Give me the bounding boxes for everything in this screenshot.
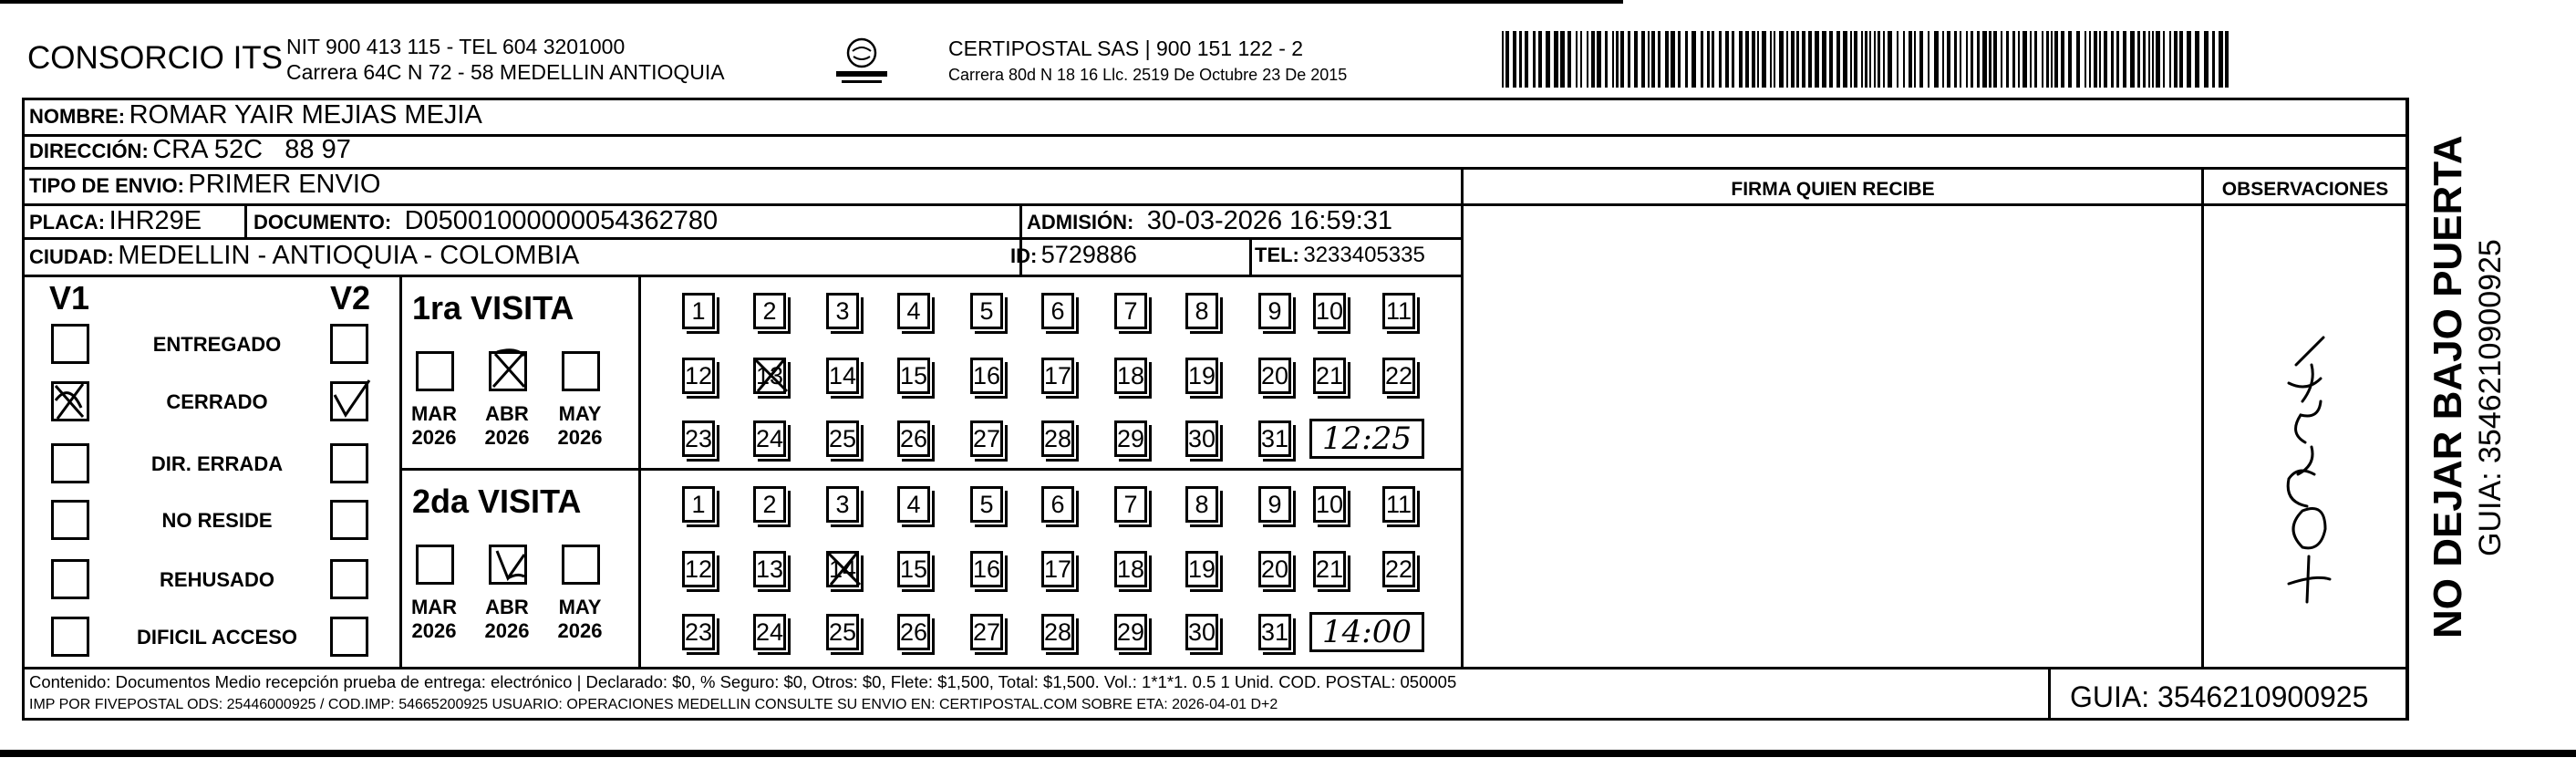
ciudad-value: MEDELLIN - ANTIOQUIA - COLOMBIA	[118, 241, 580, 270]
day-box[interactable]	[897, 293, 930, 329]
check-mark	[488, 347, 533, 394]
observaciones-header: OBSERVACIONES	[2221, 179, 2389, 200]
status-option-label: REHUSADO	[160, 568, 274, 591]
v1-checkbox[interactable]	[51, 443, 89, 483]
day-number: 26	[900, 425, 928, 452]
v2-checkbox[interactable]	[330, 500, 368, 540]
v2-checkbox[interactable]	[330, 559, 368, 599]
day-box[interactable]	[1382, 293, 1415, 329]
day-box[interactable]	[1382, 358, 1415, 394]
admision-value: 30-03-2026 16:59:31	[1146, 206, 1393, 235]
id-value: 5729886	[1040, 241, 1137, 268]
v2-header: V2	[330, 279, 371, 317]
day-box[interactable]	[970, 614, 1003, 650]
year-label: 2026	[484, 619, 530, 642]
day-box[interactable]	[1185, 420, 1218, 457]
day-box[interactable]	[1114, 614, 1147, 650]
direccion-value: CRA 52C 88 97	[152, 135, 351, 164]
day-number: 30	[1188, 618, 1216, 646]
v1-checkbox[interactable]	[51, 381, 89, 421]
day-box[interactable]	[1258, 358, 1291, 394]
day-number: 25	[829, 425, 857, 452]
v1-checkbox[interactable]	[51, 559, 89, 599]
day-box[interactable]	[1114, 293, 1147, 329]
firma-header: FIRMA QUIEN RECIBE	[1731, 179, 1935, 200]
v2-checkbox[interactable]	[330, 381, 368, 421]
month-label: ABR	[485, 402, 529, 425]
day-number: 20	[1261, 555, 1289, 583]
day-number: 26	[900, 618, 928, 646]
day-box[interactable]	[970, 420, 1003, 457]
day-number: 15	[900, 555, 928, 583]
month-checkbox[interactable]	[416, 351, 454, 391]
day-number: 31	[1261, 425, 1289, 452]
day-number: 1	[691, 297, 706, 325]
day-box[interactable]	[897, 420, 930, 457]
day-number: 23	[685, 618, 713, 646]
day-number: 16	[973, 555, 1001, 583]
day-box[interactable]	[753, 551, 786, 587]
year-label: 2026	[411, 426, 457, 449]
day-number: 24	[756, 425, 784, 452]
top-rule	[0, 0, 1623, 4]
day-number: 11	[1385, 297, 1412, 325]
placa-cell	[29, 206, 202, 236]
day-box[interactable]	[970, 293, 1003, 329]
day-box[interactable]	[682, 614, 715, 650]
day-box[interactable]	[1382, 551, 1415, 587]
id-label: ID:	[1010, 244, 1038, 267]
day-box[interactable]	[970, 551, 1003, 587]
day-number: 5	[979, 491, 994, 518]
day-box[interactable]	[1041, 486, 1074, 523]
day-number: 6	[1050, 491, 1065, 518]
handwritten-time[interactable]: 14:00	[1309, 612, 1424, 652]
day-number: 7	[1123, 297, 1138, 325]
day-box[interactable]	[1185, 614, 1218, 650]
day-box[interactable]	[826, 358, 859, 394]
check-mark	[329, 379, 375, 424]
day-number: 31	[1261, 618, 1289, 646]
day-box[interactable]	[753, 420, 786, 457]
day-box[interactable]	[1185, 551, 1218, 587]
day-box[interactable]	[1185, 358, 1218, 394]
day-number: 25	[829, 618, 857, 646]
day-box[interactable]	[1114, 486, 1147, 523]
admision-label: ADMISIÓN:	[1027, 211, 1134, 234]
day-number: 28	[1044, 618, 1072, 646]
v1-checkbox[interactable]	[51, 500, 89, 540]
day-number: 5	[979, 297, 994, 325]
status-option-label: DIR. ERRADA	[150, 452, 284, 475]
day-number: 27	[973, 618, 1001, 646]
month-checkbox[interactable]	[562, 351, 600, 391]
day-number: 1	[691, 491, 706, 518]
id-cell	[1010, 241, 1137, 269]
day-number: 8	[1195, 297, 1209, 325]
day-number: 28	[1044, 425, 1072, 452]
tipo-value: PRIMER ENVIO	[188, 170, 381, 199]
carrier-address: Carrera 80d N 18 16 Llc. 2519 De Octubre 23 De 2015	[948, 66, 1348, 84]
day-box[interactable]	[1258, 551, 1291, 587]
tipo-row	[29, 170, 380, 200]
day-number: 27	[973, 425, 1001, 452]
day-number: 15	[900, 362, 928, 389]
v1-header: V1	[49, 279, 90, 317]
day-box[interactable]	[1114, 358, 1147, 394]
direccion-row	[29, 135, 351, 165]
month-label: ABR	[485, 596, 529, 618]
day-box[interactable]	[753, 358, 786, 394]
ciudad-cell	[29, 241, 579, 271]
day-number: 18	[1117, 362, 1145, 389]
v2-checkbox[interactable]	[330, 617, 368, 657]
day-number: 3	[835, 491, 850, 518]
day-number: 9	[1267, 297, 1282, 325]
day-box[interactable]	[1114, 420, 1147, 457]
day-number: 19	[1188, 555, 1216, 583]
day-box[interactable]	[1313, 486, 1346, 523]
day-box[interactable]	[753, 614, 786, 650]
month-checkbox[interactable]	[489, 351, 527, 391]
day-box[interactable]	[1258, 486, 1291, 523]
nombre-label: NOMBRE:	[29, 105, 126, 128]
status-option-label: DIFICIL ACCESO	[136, 626, 297, 649]
company-name: CONSORCIO ITS	[27, 40, 284, 76]
day-box[interactable]	[897, 614, 930, 650]
carrier-name: CERTIPOSTAL SAS | 900 151 122 - 2	[948, 36, 1304, 60]
v1-checkbox[interactable]	[51, 617, 89, 657]
footer-contenido: Contenido: Documentos Medio recepción prueba de entrega: electrónico | Declarado: $0, % Seguro: $0, Otros: $0, Flete: $1,500, Total: $1,500. Vol.: 1*1*1. 0.5 1 Unid. COD. POSTAL: 050005	[29, 672, 1457, 691]
footer-guia: GUIA: 3546210900925	[2070, 680, 2369, 713]
day-box[interactable]	[826, 486, 859, 523]
documento-cell	[253, 206, 718, 236]
day-number: 6	[1050, 297, 1065, 325]
documento-label: DOCUMENTO:	[253, 211, 392, 234]
day-number: 2	[762, 491, 777, 518]
day-box[interactable]	[1258, 293, 1291, 329]
day-box[interactable]	[1041, 293, 1074, 329]
day-box[interactable]	[753, 293, 786, 329]
day-number: 3	[835, 297, 850, 325]
day-box[interactable]	[897, 551, 930, 587]
check-mark	[50, 379, 92, 424]
barcode	[1500, 31, 2229, 88]
day-box[interactable]	[897, 486, 930, 523]
day-number: 23	[685, 425, 713, 452]
tipo-label: TIPO DE ENVIO:	[29, 174, 184, 197]
day-number: 20	[1261, 362, 1289, 389]
admision-cell	[1027, 206, 1392, 236]
day-number: 19	[1188, 362, 1216, 389]
month-checkbox[interactable]	[416, 545, 454, 585]
day-box[interactable]	[826, 293, 859, 329]
day-number: 14	[829, 555, 857, 583]
company-address: Carrera 64C N 72 - 58 MEDELLIN ANTIOQUIA	[286, 60, 725, 84]
company-nit: NIT 900 413 115 - TEL 604 3201000	[286, 35, 626, 58]
day-number: 10	[1316, 297, 1344, 325]
visit-title: 2da VISITA	[412, 483, 582, 520]
side-warning: NO DEJAR BAJO PUERTA	[2426, 135, 2470, 638]
day-number: 9	[1267, 491, 1282, 518]
day-box[interactable]	[970, 358, 1003, 394]
status-option-label: CERRADO	[166, 390, 268, 413]
day-box[interactable]	[826, 614, 859, 650]
day-number: 29	[1117, 425, 1145, 452]
day-box[interactable]	[1114, 551, 1147, 587]
day-number: 13	[756, 362, 784, 389]
day-box[interactable]	[682, 551, 715, 587]
day-number: 4	[906, 297, 921, 325]
placa-label: PLACA:	[29, 211, 106, 234]
day-box[interactable]	[826, 420, 859, 457]
day-box[interactable]	[1313, 358, 1346, 394]
day-number: 8	[1195, 491, 1209, 518]
tel-cell	[1255, 243, 1425, 268]
day-number: 22	[1385, 362, 1413, 389]
placa-value: IHR29E	[109, 206, 202, 235]
day-box[interactable]	[1185, 486, 1218, 523]
day-number: 7	[1123, 491, 1138, 518]
day-number: 24	[756, 618, 784, 646]
day-box[interactable]	[1041, 614, 1074, 650]
v2-checkbox[interactable]	[330, 324, 368, 364]
documento-value: D05001000000054362780	[404, 206, 719, 235]
day-number: 17	[1044, 362, 1072, 389]
month-checkbox[interactable]	[562, 545, 600, 585]
day-number: 10	[1316, 491, 1344, 518]
day-box[interactable]	[970, 486, 1003, 523]
year-label: 2026	[557, 426, 603, 449]
day-number: 17	[1044, 555, 1072, 583]
day-number: 11	[1385, 491, 1412, 518]
day-number: 22	[1385, 555, 1413, 583]
nombre-row	[29, 100, 482, 130]
day-number: 16	[973, 362, 1001, 389]
year-label: 2026	[411, 619, 457, 642]
day-number: 13	[756, 555, 784, 583]
month-label: MAY	[558, 596, 602, 618]
day-number: 21	[1316, 555, 1344, 583]
day-number: 4	[906, 491, 921, 518]
status-option-label: NO RESIDE	[161, 509, 273, 532]
tel-label: TEL:	[1255, 244, 1299, 266]
day-number: 14	[829, 362, 857, 389]
nombre-value: ROMAR YAIR MEJIAS MEJIA	[129, 100, 482, 130]
handwritten-time[interactable]: 12:25	[1309, 419, 1424, 459]
month-checkbox[interactable]	[489, 545, 527, 585]
day-number: 18	[1117, 555, 1145, 583]
day-box[interactable]	[1041, 420, 1074, 457]
day-box[interactable]	[682, 293, 715, 329]
ciudad-label: CIUDAD:	[29, 245, 114, 268]
status-option-label: ENTREGADO	[152, 333, 282, 356]
visit-title: 1ra VISITA	[412, 289, 574, 327]
day-box[interactable]	[897, 358, 930, 394]
day-box[interactable]	[1313, 551, 1346, 587]
day-box[interactable]	[682, 420, 715, 457]
day-box[interactable]	[753, 486, 786, 523]
day-box[interactable]	[1313, 293, 1346, 329]
day-number: 30	[1188, 425, 1216, 452]
side-guia: GUIA: 3546210900925	[2473, 239, 2508, 556]
footer-impresion: IMP POR FIVEPOSTAL ODS: 25446000925 / COD.IMP: 54665200925 USUARIO: OPERACIONES MEDELLIN CONSULTE SU ENVIO EN: CERTIPOSTAL.COM SOBRE ETA: 2026-04-01 D+2	[29, 697, 1278, 712]
check-mark	[490, 542, 532, 587]
day-box[interactable]	[1382, 486, 1415, 523]
direccion-label: DIRECCIÓN:	[29, 140, 149, 162]
day-number: 29	[1117, 618, 1145, 646]
day-box[interactable]	[1041, 551, 1074, 587]
tel-value: 3233405335	[1303, 243, 1425, 267]
day-box[interactable]	[1185, 293, 1218, 329]
day-box[interactable]	[682, 486, 715, 523]
day-box[interactable]	[1258, 420, 1291, 457]
day-box[interactable]	[1041, 358, 1074, 394]
day-number: 12	[685, 555, 713, 583]
day-number: 2	[762, 297, 777, 325]
month-label: MAR	[410, 402, 458, 425]
signature	[2252, 328, 2362, 620]
bottom-rule	[0, 750, 2576, 757]
day-box[interactable]	[826, 551, 859, 587]
year-label: 2026	[557, 619, 603, 642]
certipostal-logo	[825, 35, 898, 89]
day-number: 21	[1316, 362, 1344, 389]
v1-checkbox[interactable]	[51, 324, 89, 364]
v2-checkbox[interactable]	[330, 443, 368, 483]
day-box[interactable]	[682, 358, 715, 394]
month-label: MAR	[410, 596, 458, 618]
year-label: 2026	[484, 426, 530, 449]
day-number: 12	[685, 362, 713, 389]
day-box[interactable]	[1258, 614, 1291, 650]
month-label: MAY	[558, 402, 602, 425]
